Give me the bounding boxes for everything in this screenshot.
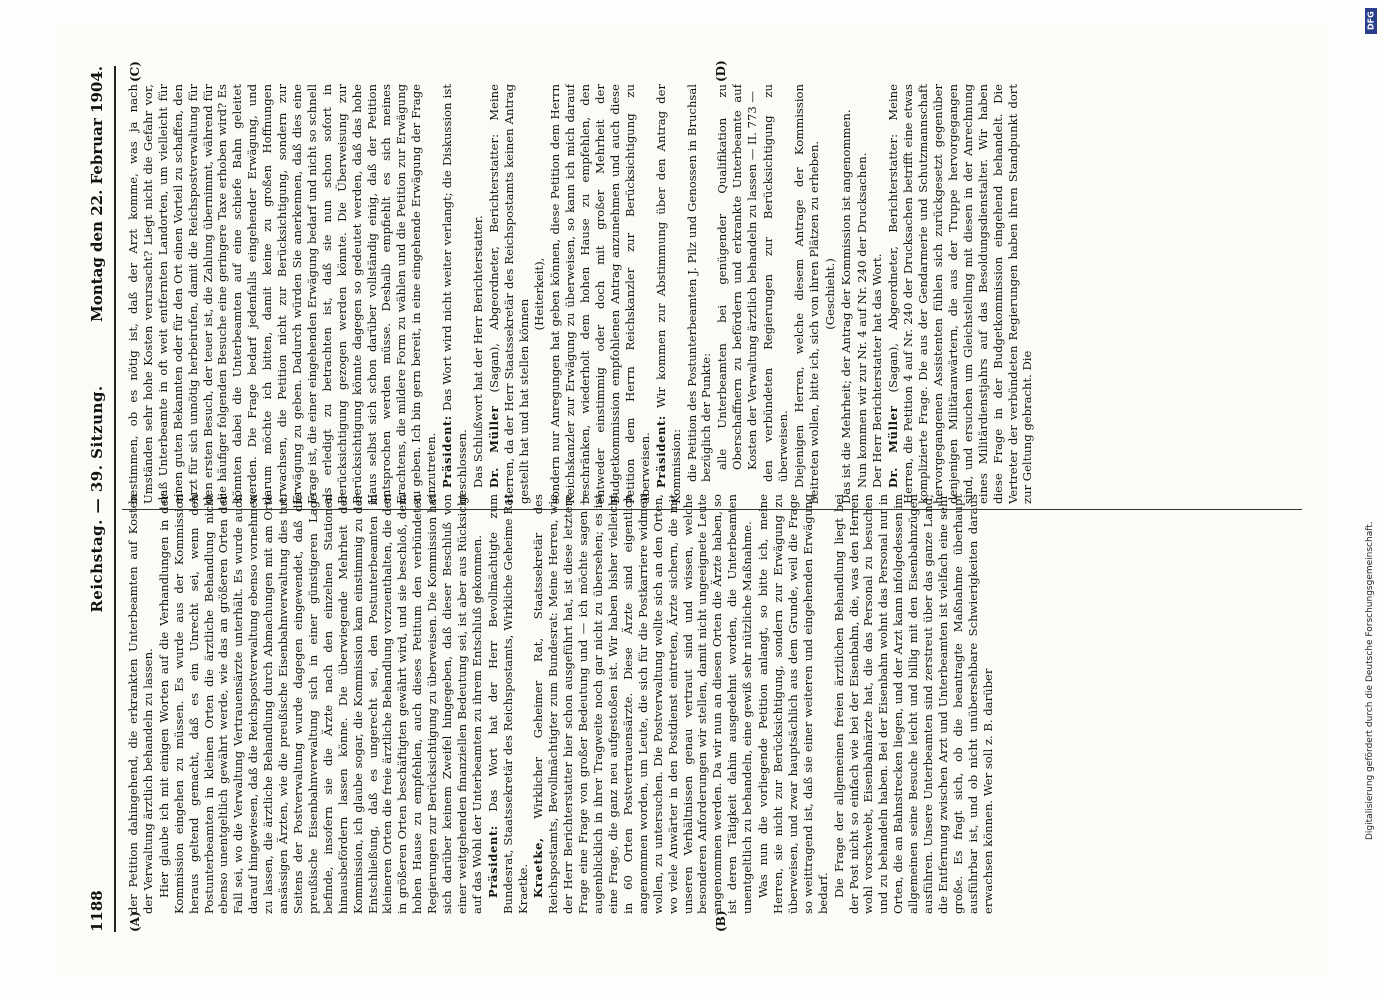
paragraph	[156, 494, 484, 914]
paragraph	[470, 84, 485, 504]
rotated-document-page	[62, 30, 1322, 970]
paragraph-text: Wirklicher Geheimer Rat, Staatssekretär des Reichspostamts, Bevollmächtigter zum Bundesrat: Meine Herren, wie der Herr Berichterstatter hier schon ausgeführt hat, ist diese letztere Frage eine Frage von großer Bedeutung und — ich möchte sagen — augenblicklich in ihrer Tragweite noch gar nicht zu übersehen; es ist eine Frage, die ganz neu aufgestoßen ist. Wir haben bisher vielleicht in 60 Orten Postvertrauensärzte. Diese Ärzte sind eigentlich angenommen worden, um Leute, die sich für die Postkarriere widmen wollen, zu untersuchen. Die Postverwaltung wollte sich an den Orten, wo viele Anwärter in den Postdienst eintreten, Ärzte sichern, die mit unseren Verhältnissen genau vertraut sind und wissen, welche besonderen Anforderungen wir stellen, damit nicht ungeeignete Leute angenommen werden. Da wir nun an diesen Orten die Ärzte haben, so ist deren Tätigkeit dahin ausgedehnt worden, die Unterbeamten unentgeltlich zu behandeln, eine gewiß sehr nützliche Maßnahme.	[530, 494, 754, 914]
margin-marker-a: (A)	[127, 911, 142, 932]
paragraph	[126, 494, 156, 914]
paragraph-text: Das Wort wird nicht weiter verlangt; die Diskussion ist geschlossen.	[439, 84, 469, 504]
paragraph-text: Nun kommen wir zur Nr. 4 auf Nr. 240 der Drucksachen.	[854, 152, 868, 488]
paragraph	[854, 84, 869, 504]
header-rule	[114, 66, 116, 932]
paragraph-text: die Petition des Postunterbeamten J. Pilz und Genossen in Bruchsal bezüglich der Punkte:	[684, 84, 713, 482]
paragraph	[822, 84, 837, 504]
column-divider	[122, 509, 1302, 510]
paragraph-text: sondern nur Anregungen hat geben können, diese Petition dem Herrn Reichskanzler zur Erwägung zu überweisen, so kann ich mich darauf beschränken, wiederholt dem hohen Hause zu empfehlen, den entweder einstimmig oder doch mit großer Mehrheit der Budgetkommission empfohlenen Antrag anzunehmen und auch diese Petition dem Herrn Reichskanzler zur Berücksichtigung zu überweisen.	[547, 84, 652, 504]
dfg-logo-text: DFG	[1366, 11, 1376, 31]
paragraph-text: (Sagan), Abgeordneter, Berichterstatter: Meine Herren, da der Herr Staatssekretär des Reichspostamts keinen Antrag gestellt hat und hat stellen können	[486, 84, 531, 504]
paragraph	[831, 494, 995, 914]
digitization-credit: Digitalisierung gefördert durch die Deutsche Forschungsgemeinschaft.	[1365, 521, 1375, 840]
speaker-name: Präsident:	[653, 415, 668, 488]
paragraph-text: (Heiterkeit),	[531, 257, 546, 331]
paragraph	[756, 494, 831, 914]
running-title: Reichstag. — 39. Sitzung.	[87, 385, 106, 613]
page-number: 1188	[87, 890, 106, 932]
paragraph-text: Wir kommen zur Abstimmung über den Antrag der Kommission:	[653, 84, 683, 504]
paragraph	[870, 84, 885, 504]
margin-marker-d: (D)	[713, 60, 728, 82]
speaker-name: Präsident:	[485, 825, 500, 898]
left-text-column	[126, 494, 1298, 914]
paragraph-text: bestimmen, ob es nötig ist, daß der Arzt komme, was ja nach Umständen sehr hohe Kosten verursacht? Liegt nicht die Gefahr vor, daß Unterbeamte in oft weit entfernten Landorten, um vielleicht für einen guten Bekannten oder für den Ort einen Vorteil zu schaffen, den Arzt für sich unnötig herbeirufen, damit die Reichspostverwaltung für den ersten Besuch, der teuer ist, die Zahlung übernimmt, während für die häufiger folgenden Besuche eine geringere Taxe erhoben wird? Es könnten dabei die Unterbeamten auf eine schiefe Bahn geleitet werden. Die Frage bedarf jedenfalls eingehender Erwägung, und darum möchte ich bitten, damit keine zu großen Hoffnungen erwachsen, die Petition nicht zur Berücksichtigung, sondern zur Erwägung zu geben. Dadurch würden Sie anerkennen, daß dies eine Frage ist, die einer eingehenden Erwägung bedarf und nicht so schnell als erledigt zu betrachten ist, daß sie nun schon sofort in Berücksichtigung gezogen werden könnte. Die Überweisung zur Berücksichtigung könnte dagegen so gedeutet werden, daß das hohe Haus selbst sich schon darüber vollständig einig, daß der Petition entsprochen werden müsse. Deshalb empfiehlt es sich meines Erachtens, die mildere Form zu wählen und die Petition zur Erwägung zu geben. Ich bin gern bereit, in eine eingehende Erwägung der Frage einzutreten.	[125, 84, 438, 504]
paragraph-text: der Petition dahingehend, die erkrankten Unterbeamten auf Kosten der Verwaltung ärztlich behandeln zu lassen.	[125, 494, 155, 914]
paragraph	[485, 494, 530, 914]
paragraph-text: (Geschieht.)	[822, 258, 837, 330]
paragraph	[440, 84, 470, 504]
paragraph	[761, 84, 791, 504]
speaker-name: Dr. Müller	[486, 405, 501, 488]
paragraph-text: Das Wort hat der Herr Bevollmächtigte zum Bundesrat, Staatssekretär des Reichspostamts, Wirkliche Geheime Rat Kraetke.	[485, 494, 530, 914]
paragraph	[838, 84, 853, 504]
paragraph-text: Der Herr Berichterstatter hat das Wort.	[869, 253, 884, 488]
paragraph	[532, 84, 547, 504]
speaker-name: Präsident:	[439, 415, 454, 488]
paragraph-text: den verbündeten Regierungen zur Berücksichtigung zu überweisen.	[760, 84, 790, 482]
paragraph	[886, 84, 1035, 504]
paragraph	[126, 84, 439, 504]
paragraph	[531, 494, 755, 914]
paragraph-text: Diejenigen Herren, welche diesem Antrage der Kommission beitreten wollen, bitte ich, sich von ihren Plätzen zu erheben.	[791, 84, 821, 504]
paragraph	[548, 84, 652, 504]
right-text-column	[126, 84, 1298, 504]
paragraph-text: alle Unterbeamten bei genügender Qualifikation zu Oberschaffnern zu befördern und erkrankte Unterbeamte auf Kosten der Verwaltung ärztlich behandeln zu lassen — II. 773 —	[714, 84, 759, 470]
page-date: Montag den 22. Februar 1904.	[87, 66, 106, 322]
margin-marker-c: (C)	[127, 61, 142, 82]
paragraph-text: Das Schlußwort hat der Herr Berichterstatter.	[470, 215, 485, 488]
paragraph-text: Das ist die Mehrheit; der Antrag der Kommission ist angenommen.	[838, 109, 853, 504]
paragraph	[486, 84, 531, 504]
speaker-name: Dr. Müller	[885, 405, 900, 488]
paragraph	[684, 84, 714, 504]
paragraph-text: Hier glaube ich mit einigen Worten auf die Verhandlungen in der Kommission eingehen zu müssen. Es wurde aus der Kommission heraus geltend gemacht, daß es ein Unrecht sei, wenn den Postunterbeamten in kleinen Orten die ärztliche Behandlung nicht ebenso unentgeltlich gewährt werde, wie das an größeren Orten der Fall sei, wo die Verwaltung Vertrauensärzte unterhält. Es wurde auch darauf hingewiesen, daß die Reichspostverwaltung ebenso vornehmen zu lassen, die ärztliche Behandlung durch Abmachungen mit am Orte ansässigen Ärzten, wie die preußische Eisenbahnverwaltung dies tut. Seitens der Postverwaltung wurde dagegen eingewendet, daß die preußische Eisenbahnverwaltung sich in einer günstigeren Lage befinde, insofern sie die Ärzte nach den einzelnen Stationen hinausbefördern lassen könne. Die überwiegende Mehrheit der Kommission, ich glaube sogar, die Kommission kam einstimmig zu der Entschließung, daß es ungerecht sei, den Postunterbeamten in kleineren Orten die freie ärztliche Behandlung vorzuenthalten, die den in größeren Orten beschäftigten gewährt wird, und sie beschloß, dem hohen Hause zu empfehlen, auch dieses Petitum den verbündeten Regierungen zur Berücksichtigung zu überweisen. Die Kommission hat sich darüber keinem Zweifel hingegeben, daß dieser Beschluß von einer weitgehenden finanziellen Bedeutung sei, ist aber aus Rücksicht auf das Wohl der Unterbeamten zu ihrem Entschluß gekommen.	[156, 494, 484, 914]
paragraph-text: (Sagan), Abgeordneter, Berichterstatter: Meine Herren, die Petition 4 auf Nr. 240 der Drucksachen betrifft eine etwas komplizierte Frage. Die aus der Gendarmerie und Schutzmannschaft hervorgegangenen Assistenten fühlen sich zurückgesetzt gegenüber denjenigen Militäranwärtern, die aus der Truppe hervorgegangen sind, und ersuchen um Gleichstellung mit diesen in der Anrechnung eines Militärdienstjahrs auf das Besoldungsdienstalter. Wir haben diese Frage in der Budgetkommission eingehend behandelt. Die Vertreter der verbündeten Regierungen haben ihren Standpunkt dort zur Geltung gebracht. Die	[885, 84, 1034, 504]
speaker-name: Kraetke,	[530, 837, 545, 898]
dfg-logo	[1365, 8, 1377, 34]
paragraph-text: Was nun die vorliegende Petition anlangt, so bitte ich, meine Herren, sie nicht zur Berücksichtigung, sondern zur Erwägung zu überweisen, und zwar hauptsächlich aus dem Grunde, weil die Frage so weittragend ist, daß sie einer weiteren und eingehenden Erwägung bedarf.	[755, 494, 830, 914]
paragraph-text: Die Frage der allgemeinen freien ärztlichen Behandlung liegt bei der Post nicht so einfach wie bei der Eisenbahn, die, was den Herren wohl vorschwebt, Eisenbahnärzte hat, die das Personal zu besuchen und zu behandeln haben. Bei der Eisenbahn wohnt das Personal nur in Orten, die an Bahnstrecken liegen, und der Arzt kann infolgedessen im allgemeinen seine Besuche leicht und billig mit den Eisenbahnzügen ausführen. Unsere Unterbeamten sind zerstreut über das ganze Land; die Entfernung zwischen Arzt und Unterbeamten ist vielfach eine sehr große. Es fragt sich, ob die beantragte Maßnahme überhaupt ausführbar ist, und ob nicht unübersehbare Schwierigkeiten daraus erwachsen können. Wer soll z. B. darüber	[831, 494, 995, 914]
paragraph	[653, 84, 683, 504]
margin-marker-b: (B)	[713, 910, 728, 932]
paragraph	[791, 84, 821, 504]
paragraph	[715, 84, 760, 504]
page-header	[88, 66, 112, 932]
